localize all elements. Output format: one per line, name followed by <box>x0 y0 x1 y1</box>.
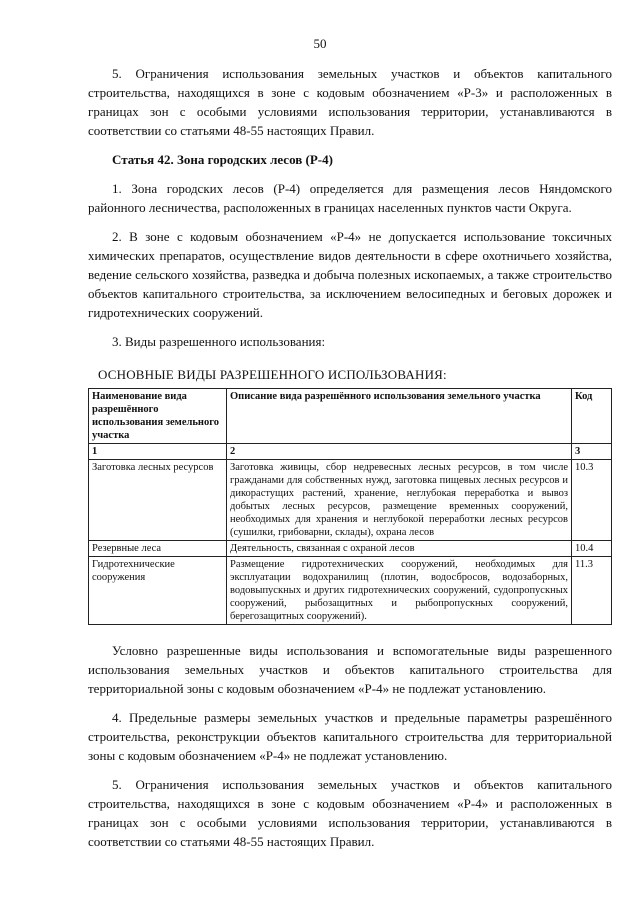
header-code: Код <box>572 389 612 444</box>
table-row <box>89 557 612 625</box>
table-row <box>89 541 612 557</box>
paragraph-2: 2. В зоне с кодовым обозначением «Р-4» не допускается использование токсичных химических препаратов, осуществление видов деятельности в сфере охотничьего хозяйства, ведение сельского хозяйства, разведка и добыча полезных ископаемых, а также строительство объектов капитального строительства, за исключением велосипедных и беговых дорожек и гидротехнических сооружений. <box>88 229 612 320</box>
header-description: Описание вида разрешённого использования земельного участка <box>227 389 572 444</box>
paragraph-conditional-uses: Условно разрешенные виды использования и вспомогательные виды разрешенного использования земельных участков и объектов капитального строительства для территориальной зоны с кодовым обозначением «Р-4» не подлежат установлению. <box>88 643 612 696</box>
use-code: 11.3 <box>572 557 612 625</box>
use-code: 10.3 <box>572 460 612 541</box>
table-row <box>89 460 612 541</box>
article-heading: Статья 42. Зона городских лесов (Р-4) <box>112 152 333 167</box>
paragraph-p3-restrictions: 5. Ограничения использования земельных участков и объектов капитального строительства, находящихся в зоне с кодовым обозначением «Р-3» и расположенных в границах зон с особыми условиями использования территории, устанавливаются в соответствии со статьями 48-55 настоящих Правил. <box>88 66 612 138</box>
use-description: Заготовка живицы, сбор недревесных лесных ресурсов, в том числе гражданами для собственных нужд, заготовка пищевых лесных ресурсов и дикорастущих растений, хранение, неглубокая переработка и вывоз добытых лесных ресурсов, размещение временных сооружений, необходимых для хранения и неглубокой переработки лесных ресурсов (сушилки, грибоварни, склады), охрана лесов <box>227 460 572 541</box>
paragraph-1: 1. Зона городских лесов (Р-4) определяется для размещения лесов Няндомского районного лесничества, расположенных в границах населенных пунктов части Округа. <box>88 181 612 215</box>
use-code: 10.4 <box>572 541 612 557</box>
paragraph-4: 4. Предельные размеры земельных участков и предельные параметры разрешённого строительства, реконструкции объектов капитального строительства для территориальной зоны с кодовым обозначением «Р-4» не подлежат установлению. <box>88 710 612 763</box>
document-body <box>88 64 612 851</box>
use-name: Заготовка лесных ресурсов <box>89 460 227 541</box>
col-number: 1 <box>89 444 227 460</box>
col-number: 2 <box>227 444 572 460</box>
use-description: Размещение гидротехнических сооружений, необходимых для эксплуатации водохранилищ (плотин, водосбросов, водозаборных, водовыпускных и других гидротехнических сооружений, судопропускных сооружений, рыбозащитных и рыбопропускных сооружений, берегозащитных сооружений). <box>227 557 572 625</box>
use-description: Деятельность, связанная с охраной лесов <box>227 541 572 557</box>
paragraph-5: 5. Ограничения использования земельных участков и объектов капитального строительства, находящихся в зоне с кодовым обозначением «Р-4» и расположенных в границах зон с особыми условиями использования территории, устанавливаются в соответствии со статьями 48-55 настоящих Правил. <box>88 777 612 849</box>
table-header-row <box>89 389 612 444</box>
header-name: Наименование вида разрешённого использования земельного участка <box>89 389 227 444</box>
page-number: 50 <box>313 36 327 51</box>
permitted-uses-table <box>88 388 612 625</box>
use-name: Гидротехнические сооружения <box>89 557 227 625</box>
table-number-row <box>89 444 612 460</box>
col-number: 3 <box>572 444 612 460</box>
paragraph-3: 3. Виды разрешенного использования: <box>112 334 326 349</box>
table-caption: ОСНОВНЫЕ ВИДЫ РАЗРЕШЕННОГО ИСПОЛЬЗОВАНИЯ: <box>98 367 447 382</box>
use-name: Резервные леса <box>89 541 227 557</box>
